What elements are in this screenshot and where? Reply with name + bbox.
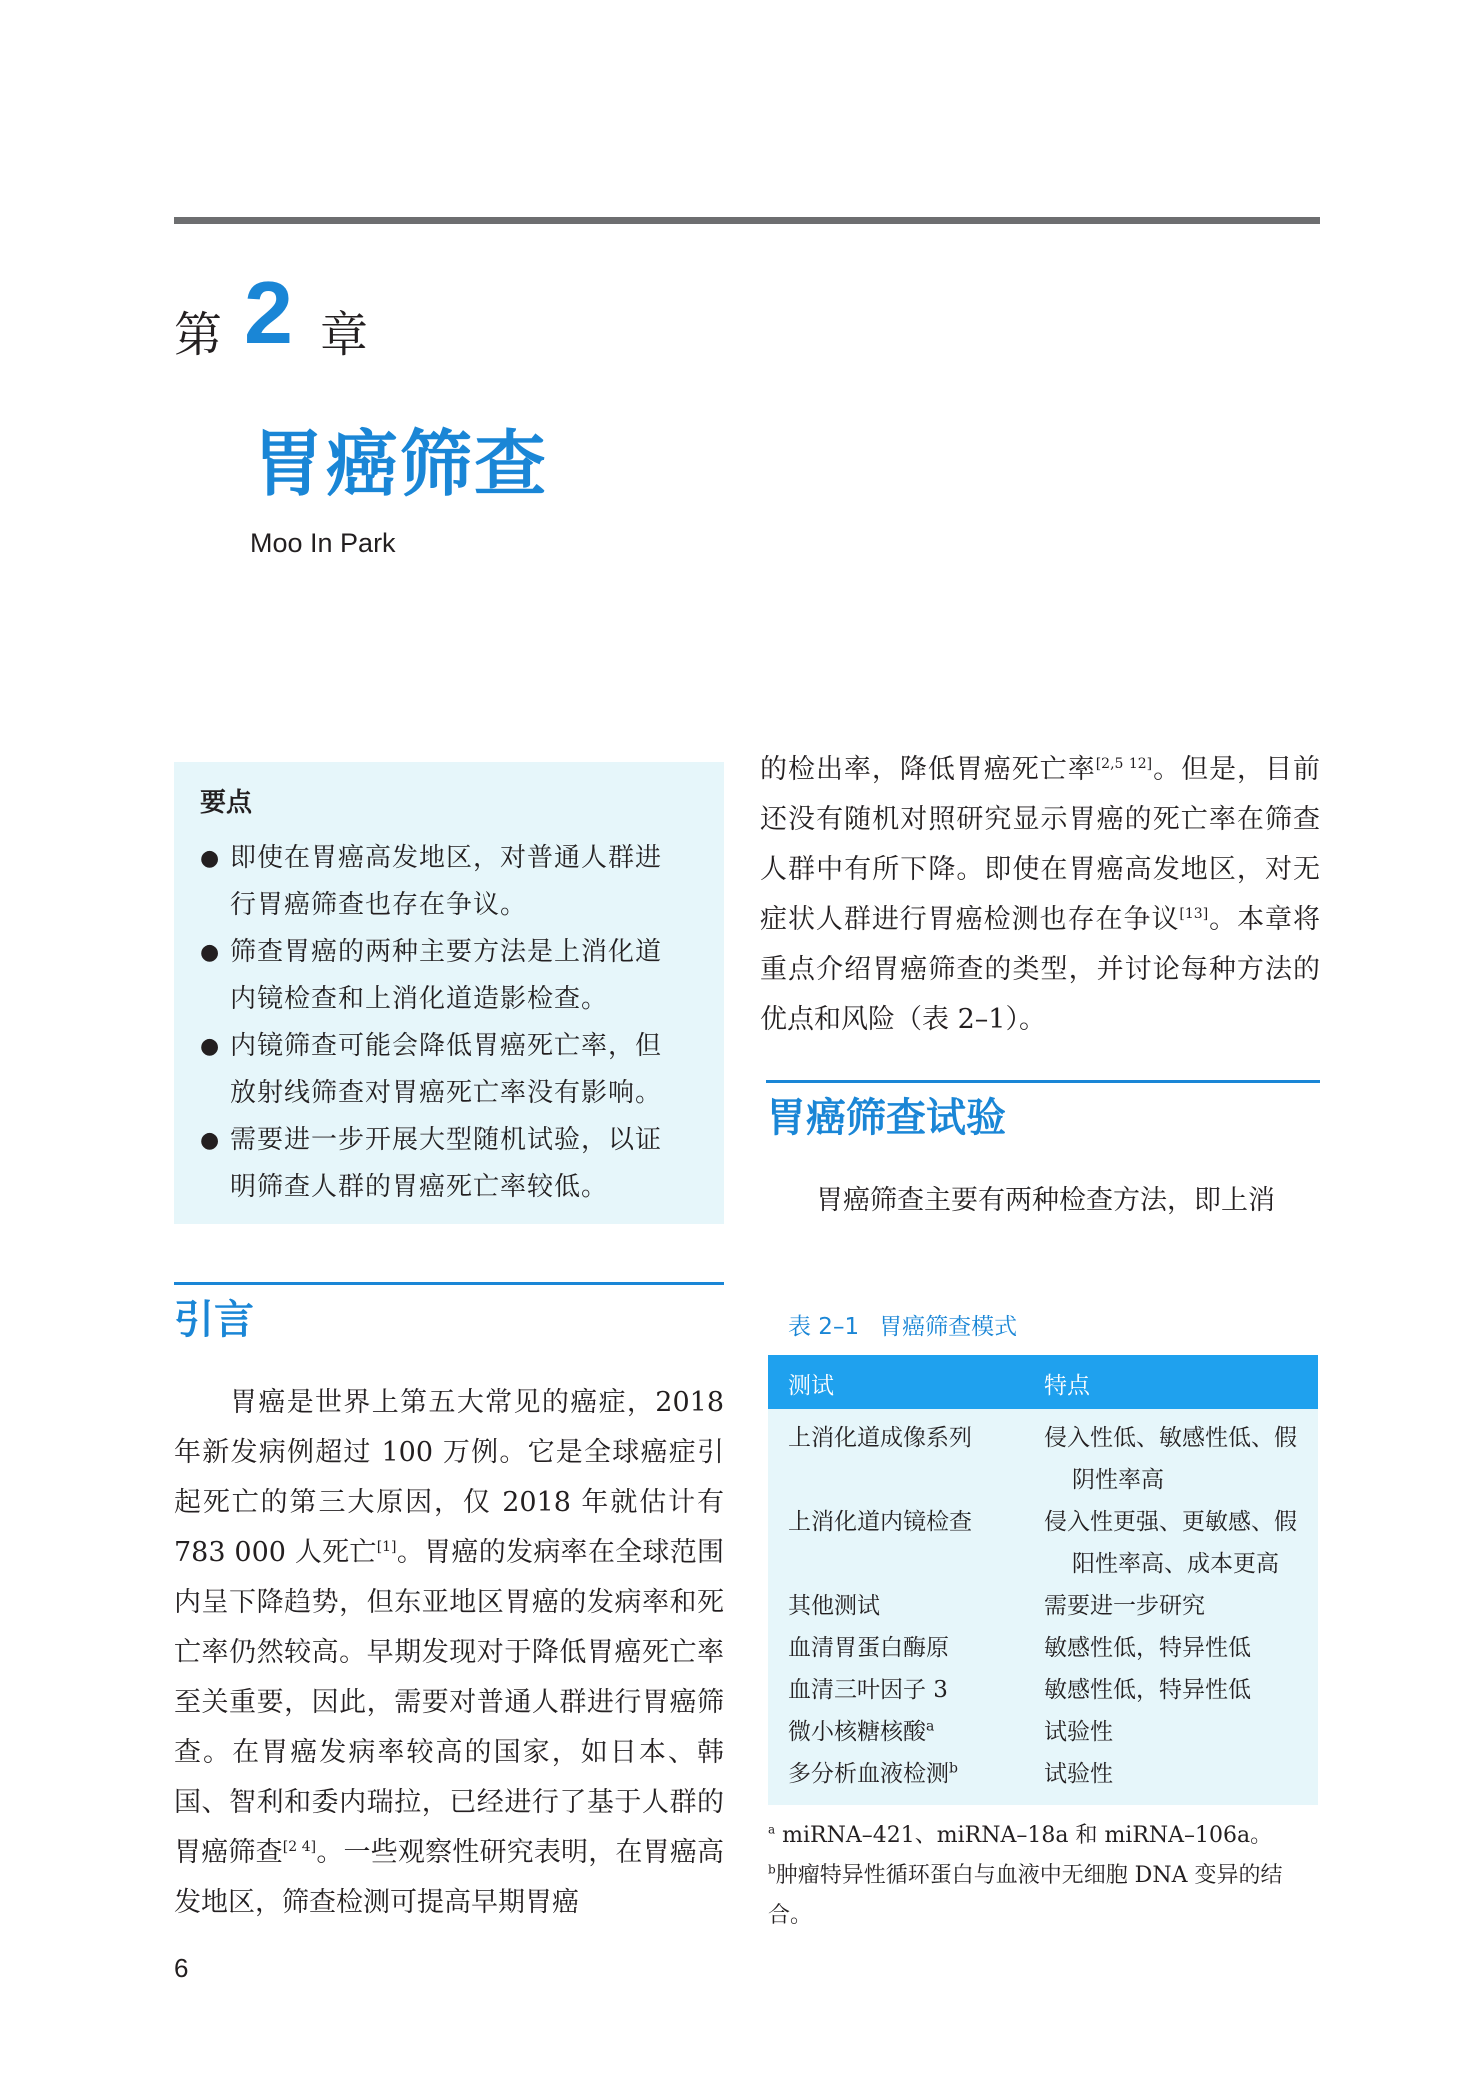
- chapter-title: 胃癌筛查: [252, 422, 549, 506]
- trials-paragraph: 胃癌筛查主要有两种检查方法，即上消: [816, 1185, 1275, 1216]
- feature-line: 阴性率高: [1072, 1467, 1164, 1493]
- table-row: [768, 1669, 1318, 1711]
- feature-line: 侵入性低、敏感性低、假: [1044, 1425, 1297, 1451]
- test-name: 上消化道内镜检查: [788, 1509, 972, 1535]
- intro-text-part: 。胃癌的发病率在全球范围内呈下降趋势，但东亚地区胃癌的发病率和死亡率仍然较高。早期发现对于降低胃癌死亡率至关重要，因此，需要对普通人群进行胃癌筛查。在胃癌发病率较高的国家，如日本、韩国、智利和委内瑞拉，已经进行了基于人群的胃癌筛查: [174, 1537, 725, 1868]
- feature-line: 敏感性低，特异性低: [1044, 1635, 1251, 1661]
- intro-paragraph: [174, 1378, 724, 1928]
- table-row: [768, 1417, 1318, 1501]
- intro-heading: 引言: [174, 1297, 254, 1343]
- intro-text: [174, 1378, 724, 1928]
- key-point-line: 内镜筛查可能会降低胃癌死亡率，但: [230, 1031, 663, 1061]
- test-name: 上消化道成像系列: [788, 1425, 972, 1451]
- feature-cell: [1044, 1711, 1318, 1753]
- table-title: 胃癌筛查模式: [879, 1314, 1018, 1340]
- page-number: 6: [174, 1953, 189, 1983]
- bullet-icon: ●: [200, 1128, 221, 1153]
- test-name: 多分析血液检测: [788, 1761, 949, 1787]
- key-point-line: 筛查胃癌的两种主要方法是上消化道: [230, 937, 663, 967]
- chapter-top-rule: [174, 217, 1320, 224]
- trials-heading: 胃癌筛查试验: [766, 1095, 1006, 1141]
- table-body: [768, 1409, 1318, 1805]
- right-text-part: 。但是，目前还没有随机对照研究显示胃癌的死亡率在筛查人群中有所下降。即使在胃癌高发地区，对无症状人群进行胃癌检测也存在争议: [760, 754, 1321, 935]
- right-column-text: [760, 745, 1320, 1045]
- citation: [13]: [1179, 906, 1209, 922]
- key-point-item: [200, 1023, 700, 1117]
- key-point-line: 即使在胃癌高发地区，对普通人群进: [230, 843, 663, 873]
- intro-text-part: 胃癌是世界上第五大常见的癌症，2018年新发病例超过 100 万例。它是全球癌症引起死亡的第三大原因，仅 2018 年就估计有 783 000 人死亡: [174, 1387, 724, 1568]
- bullet-icon: ●: [200, 1034, 221, 1059]
- key-point-line: 行胃癌筛查也存在争议。: [230, 890, 528, 920]
- key-point-item: [200, 835, 700, 929]
- header-features: 特点: [1044, 1373, 1090, 1399]
- test-name: 微小核糖核酸: [788, 1719, 926, 1745]
- right-text-part: 。本章将重点介绍胃癌筛查的类型，并讨论每种方法的优点和风险（表 2–1）。: [760, 904, 1321, 1035]
- feature-line: 敏感性低，特异性低: [1044, 1677, 1251, 1703]
- right-text-part: 的检出率，降低胃癌死亡率: [760, 754, 1096, 785]
- key-point-line: 内镜检查和上消化道造影检查。: [230, 984, 609, 1014]
- key-point-item: [200, 929, 700, 1023]
- feature-cell: [1044, 1669, 1318, 1711]
- table-row: [768, 1627, 1318, 1669]
- feature-line: 侵入性更强、更敏感、假: [1044, 1509, 1297, 1535]
- intro-heading-rule: [174, 1282, 724, 1285]
- bullet-icon: ●: [200, 846, 221, 871]
- key-point-line: 放射线筛查对胃癌死亡率没有影响。: [230, 1078, 663, 1108]
- test-cell: [788, 1417, 972, 1459]
- table-row: [768, 1501, 1318, 1585]
- citation: [2,5 12]: [1095, 756, 1153, 772]
- trials-heading-rule: [766, 1080, 1320, 1083]
- footnote-marker: a: [926, 1718, 935, 1735]
- author: Moo In Park: [250, 528, 396, 558]
- test-cell: [788, 1627, 949, 1669]
- table-header: [768, 1355, 1318, 1409]
- chapter-prefix: 第: [174, 307, 223, 363]
- test-cell: [788, 1753, 958, 1795]
- test-name: 血清胃蛋白酶原: [788, 1635, 949, 1661]
- footnote-text: 肿瘤特异性循环蛋白与血液中无细胞 DNA 变异的结合。: [768, 1863, 1283, 1928]
- bullet-icon: ●: [200, 940, 221, 965]
- feature-line: 试验性: [1044, 1719, 1113, 1745]
- screening-table: [768, 1355, 1318, 1805]
- table-row: [768, 1585, 1318, 1627]
- test-cell: [788, 1585, 880, 1627]
- feature-cell: [1044, 1585, 1318, 1627]
- feature-cell: [1044, 1627, 1318, 1669]
- test-cell: [788, 1711, 934, 1753]
- key-point-item: [200, 1117, 700, 1211]
- test-cell: [788, 1501, 972, 1543]
- test-name: 血清三叶因子 3: [788, 1677, 948, 1703]
- key-points-title: 要点: [200, 788, 253, 818]
- key-point-line: 需要进一步开展大型随机试验，以证: [230, 1125, 663, 1155]
- feature-cell: [1044, 1501, 1318, 1585]
- chapter-number: 2: [244, 263, 293, 362]
- footnote-text: miRNA–421、miRNA–18a 和 miRNA–106a。: [782, 1823, 1273, 1848]
- header-test: 测试: [788, 1373, 834, 1399]
- table-row: [768, 1711, 1318, 1753]
- key-points-box: [174, 762, 724, 1224]
- footnote-marker: a: [768, 1822, 776, 1837]
- key-point-line: 明筛查人群的胃癌死亡率较低。: [230, 1172, 609, 1202]
- feature-cell: [1044, 1753, 1318, 1795]
- feature-cell: [1044, 1417, 1318, 1501]
- test-cell: [788, 1669, 948, 1711]
- table-row: [768, 1753, 1318, 1795]
- test-name: 其他测试: [788, 1593, 880, 1619]
- citation: [2 4]: [282, 1839, 317, 1855]
- citation: [1]: [376, 1539, 397, 1555]
- table-number: 表 2–1: [788, 1314, 860, 1340]
- feature-line: 试验性: [1044, 1761, 1113, 1787]
- footnote-marker: b: [949, 1760, 958, 1777]
- chapter-suffix: 章: [320, 307, 369, 363]
- table-caption: [788, 1308, 1017, 1341]
- table-footnote-b: [768, 1856, 1320, 1936]
- feature-line: 需要进一步研究: [1044, 1593, 1205, 1619]
- right-paragraph: [760, 745, 1320, 1045]
- footnote-marker: b: [768, 1862, 776, 1877]
- trials-text: [760, 1176, 1320, 1226]
- table-footnote-a: [768, 1816, 1320, 1856]
- feature-line: 阳性率高、成本更高: [1072, 1551, 1279, 1577]
- intro-text-part: 。一些观察性研究表明，在胃癌高发地区，筛查检测可提高早期胃癌: [174, 1837, 725, 1918]
- key-points-list: [200, 835, 700, 1211]
